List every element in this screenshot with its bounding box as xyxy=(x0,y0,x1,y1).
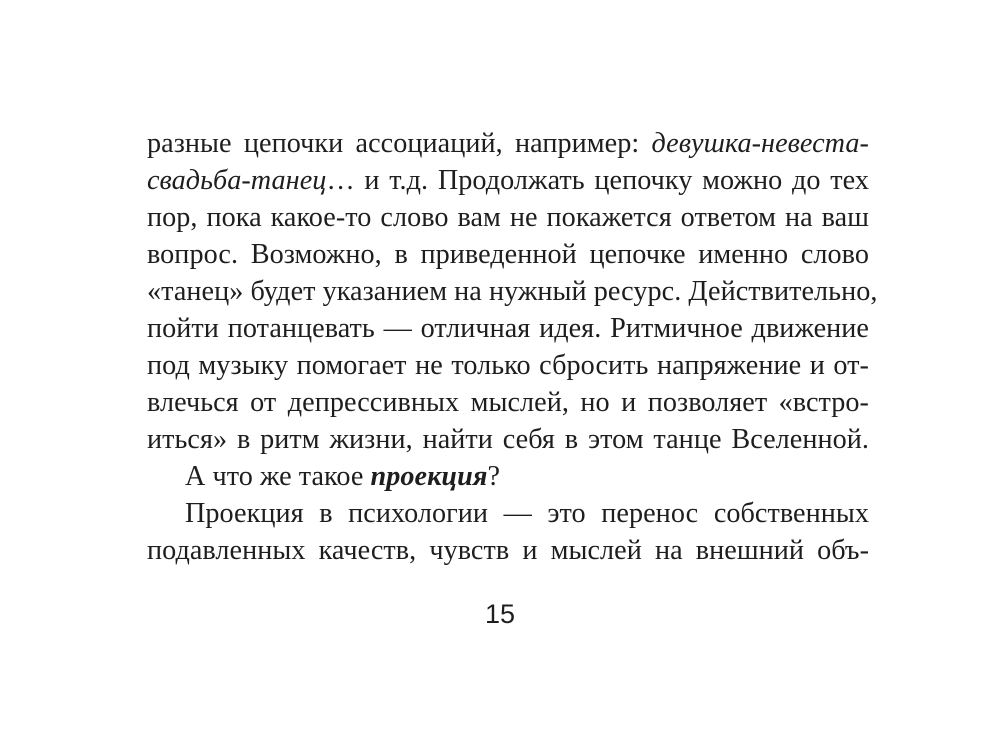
text-line-7: под музыку помогает не только сбросить напряжение и от- xyxy=(147,350,869,381)
text-line-4: вопрос. Возможно, в приведенной цепочке именно слово xyxy=(147,239,869,270)
text-line-2 xyxy=(147,162,869,199)
question-mark: ? xyxy=(487,461,501,492)
definition-line-1: Проекция в психологии — это перенос собственных xyxy=(185,498,869,529)
text-line-2-italic: свадьба-танец xyxy=(147,165,327,196)
question-paragraph xyxy=(147,458,869,495)
text-line-9: иться» в ритм жизни, найти себя в этом танце Вселенной. xyxy=(147,424,869,455)
body-text xyxy=(147,125,878,569)
text-line-2-plain: … и т.д. Продолжать цепочку можно до тех xyxy=(326,165,869,196)
text-line-8: влечься от депрессивных мыслей, но и позволяет «встро- xyxy=(147,387,869,418)
text-line-3: пор, пока какое-то слово вам не покажется ответом на ваш xyxy=(147,202,869,233)
text-line-1-plain: разные цепочки ассоциаций, например: xyxy=(147,128,652,159)
definition-line-2: подавленных качеств, чувств и мыслей на внешний объ- xyxy=(147,535,869,566)
text-line-1-italic: девушка-невеста- xyxy=(651,128,869,159)
question-term: проекция xyxy=(370,461,488,492)
text-line-1 xyxy=(147,125,869,162)
page-number: 15 xyxy=(484,599,516,629)
text-line-5: «танец» будет указанием на нужный ресурс. Действительно, xyxy=(147,276,878,307)
text-line-6: пойти потанцевать — отличная идея. Ритмичное движение xyxy=(147,313,869,344)
question-text: А что же такое xyxy=(185,461,371,492)
